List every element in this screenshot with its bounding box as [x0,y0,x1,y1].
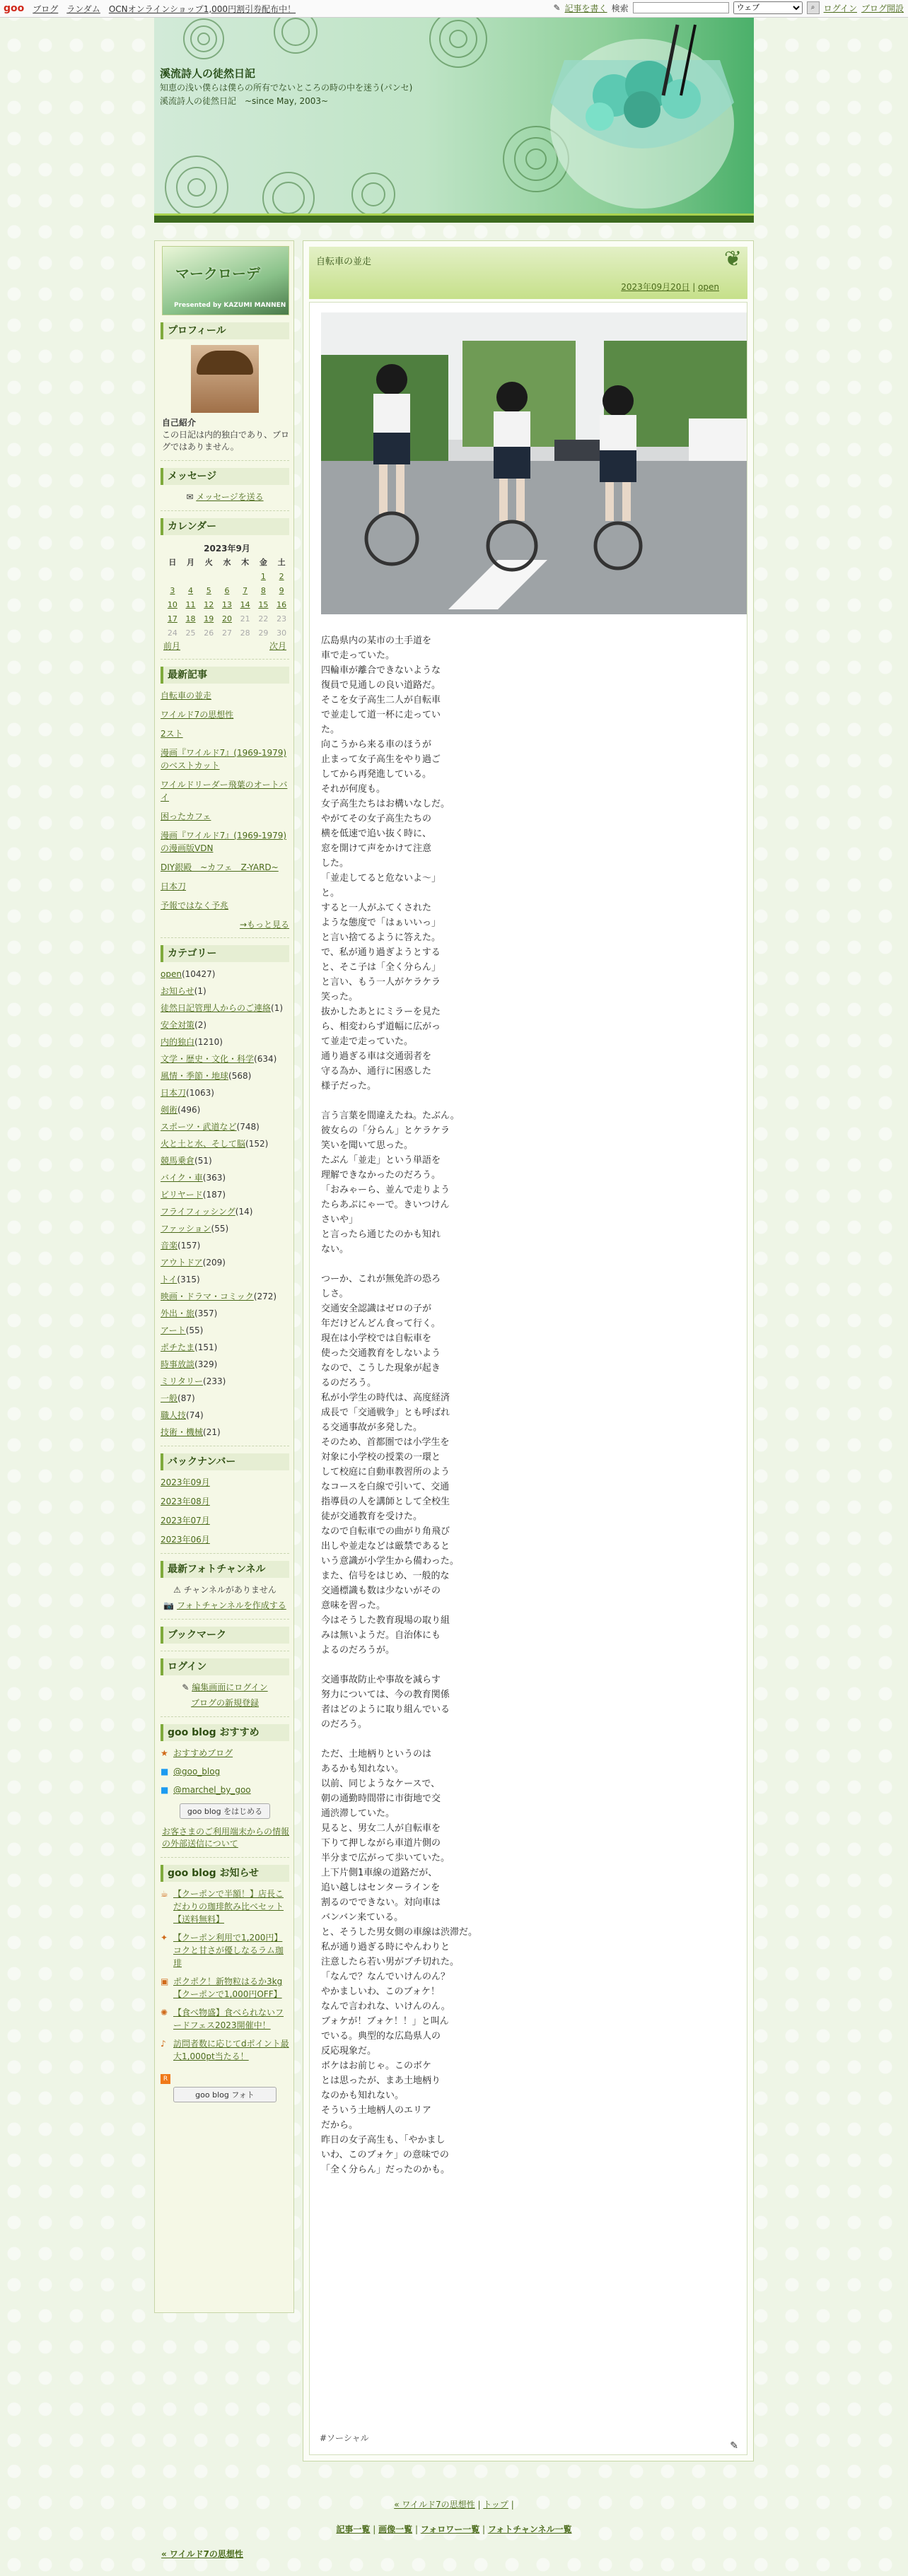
prev-post-link[interactable]: « ワイルド7の思想性 [394,2500,475,2510]
category-item [161,1409,289,1422]
search-scope-select[interactable] [733,1,803,14]
cal-day: 25 [185,628,196,638]
category-item [161,1307,289,1320]
category-count: (21) [203,1427,221,1437]
photo-channel-heading: 最新フォトチャンネル [161,1561,289,1578]
sidebar-logo-title: マークローデ [175,265,260,282]
cal-day[interactable]: 14 [240,599,250,609]
category-count: (187) [202,1190,226,1200]
recent-more-link[interactable]: →もっと見る [239,920,289,930]
category-count: (496) [177,1105,201,1115]
category-count: (329) [194,1359,218,1369]
search-input[interactable] [633,2,729,13]
post-tag[interactable]: #ソーシャル [320,2433,369,2443]
category-count: (748) [236,1122,260,1132]
calendar-caption: 2023年9月 [204,543,250,554]
weekday-thu: 木 [241,558,250,567]
cal-day[interactable]: 10 [167,599,177,609]
bottom-prev-post-link[interactable]: « ワイルド7の思想性 [161,2549,243,2559]
twitter-link-marchel[interactable]: @marchel_by_goo [173,1785,251,1795]
search-label: 検索 [611,3,629,13]
category-count: (151) [194,1342,218,1352]
news-box [161,1865,289,2102]
cal-day[interactable]: 17 [167,614,177,623]
pencil-icon: ✎ [553,3,561,13]
photo-channel-box [161,1561,289,1620]
category-count: (357) [194,1309,218,1318]
category-count: (209) [202,1258,226,1267]
category-link[interactable]: ビリヤード [161,1190,203,1200]
post-photo[interactable] [321,312,747,614]
recent-post-link[interactable]: ワイルド7の思想性 [161,710,234,720]
main-content [303,240,754,2461]
category-link[interactable]: お知らせ [161,986,194,996]
edit-login-link[interactable]: 編集画面にログイン [192,1682,268,1692]
category-item [161,1222,289,1235]
write-post-link[interactable]: 記事を書く [564,3,607,13]
footer-link-photo-channels[interactable]: フォトチャンネル一覧 [487,2524,572,2534]
pencil-icon: ✎ [182,1682,190,1692]
recent-post-link[interactable]: 2スト [161,729,183,739]
cal-day: 21 [240,614,250,623]
news-link[interactable]: 【クーポンで半額！】店長こだわりの珈琲飲み比べセット【送料無料】 [173,1889,284,1924]
category-count: (1063) [186,1088,214,1098]
category-count: (1) [271,1003,284,1013]
post-header [309,247,747,299]
cal-day: 22 [258,614,269,623]
category-link[interactable]: 一般 [161,1393,178,1403]
category-link[interactable]: 日本刀 [161,1088,187,1098]
category-link[interactable]: 徒然日記管理人からのご連絡 [161,1003,272,1013]
no-channel-text: チャンネルがありません [183,1585,277,1595]
recent-post-link[interactable]: 困ったカフェ [161,812,211,821]
news-link[interactable]: 【クーポン利用で1,200円】コクと甘さが優しなるラム珈琲 [173,1933,284,1968]
leaf-icon: ❦ [723,247,742,271]
category-count: (363) [202,1173,226,1183]
category-count: (1210) [194,1037,223,1047]
category-link[interactable]: ファッション [161,1224,211,1234]
category-count: (87) [177,1393,195,1403]
category-count: (14) [235,1207,253,1217]
category-count: (233) [203,1376,226,1386]
news-link[interactable]: 【食べ物盛】食べられないフードフェス2023開催中！ [173,2008,284,2030]
category-link[interactable]: 風情・季節・地球 [161,1071,229,1081]
category-item [161,1392,289,1405]
sidebar [154,240,294,2313]
cal-day[interactable]: 2 [279,571,284,581]
rss-icon[interactable]: R [161,2074,170,2084]
post-date-link[interactable]: 2023年09月20日 [621,282,690,292]
category-count: (55) [211,1224,229,1234]
category-link[interactable]: アート [161,1325,186,1335]
recent-post-link[interactable]: 予報ではなく予兆 [161,901,229,911]
recent-post-link[interactable]: 日本刀 [161,882,187,891]
recent-post-link[interactable]: ワイルドリーダー飛葉のオートバイ [161,780,288,802]
message-heading: メッセージ [161,468,289,485]
cal-day: 27 [221,628,232,638]
goo-logo[interactable]: goo [4,3,25,14]
category-link[interactable]: 内的独白 [161,1037,195,1047]
news-link[interactable]: ポクポク！新物粒はるか3kg【クーポンで1,000円OFF】 [173,1977,283,1999]
category-item [161,1087,289,1099]
backnumber-link[interactable]: 2023年09月 [161,1477,210,1487]
category-item [161,1154,289,1167]
category-link[interactable]: トイ [161,1275,177,1284]
post-text: 広島県内の某市の土手道を 車で走っていた。 四輪車が離合できないような 復員で見通しの良い道路だ。 そこを女子高生二人が自転車 で並走して道一杯に走ってい た。 向こうから来る車のほうが 止まって女子高生をやり過ご してから再発進している。 それが何度も。 女子高生たちはお構いなしだ。 やがてその女子高生たちの 横を低速で追い抜く時に、 窓を開けて声をかけて注意 した。 「並走してると危ないよ〜」 と。 すると一人がふてくされた ような態度で「はぁいいっ」 と言い捨てるように答えた。 で、私が通り過ぎようとする と、そこ子は「全く分らん」 と言い、もう一人がケラケラ 笑った。 抜かしたあとにミラーを見た ら、相変わらず道幅に広がっ て並走で走っていた。 通り過ぎる車は交通弱者を 守る為か、通行に困惑した 様子だった。 言う言葉を間違えたね。たぶん。 彼女らの「分らん」とケラケラ 笑いを聞いて思った。 たぶん「並走」という単語を 理解できなかったのだろう。 「おみゃーら、並んで走りよう たらあぶにゃーで。きいつけん さいや」 と言ったら通じたのかも知れ ない。 つーか、これが無免許の恐ろ しさ。 交通安全認識はゼロの子が 年だけどんどん食って行く。 現在は小学校では自転車を 使った交通教育をしないよう なので、こうした現象が起き るのだろう。 私が小学生の時代は、高度経済 成長で「交通戦争」とも呼ばれ る交通事故が多発した。 そのため、首都圏では小学生を 対象に小学校の授業の一環と して校庭に自動車教習所のよう なコースを白線で引いて、交通 指導員の人を講師として全校生 徒が交通教育を受けた。 なので自転車での曲がり角飛び 出しや並走などは厳禁であると いう意識が小学生から備わった。 また、信号をはじめ、一般的な 交通標識も数は少ないがその 意味を習った。 今はそうした教育現場の取り組 みは無いようだ。自治体にも よるのだろうが。 交通事故防止や事故を減らす 努力については、今の教育関係 者はどのように取り組んでいる のだろう。 ただ、土地柄りというのは あるかも知れない。 以前、同じようなケースで、 朝の通勤時間帯に市街地で交 通渋滞していた。 見ると、男女二人が自転車を 下りて押しながら車道片側の 半分まで広がって歩いていた。 上下片側1車線の道路だが、 追い越しはセンターラインを 割るのでできない。対向車は バンバン来ている。 と、そうした男女側の車線は渋滞だ。 私が通り過ぎる時にやんわりと 注意したら若い男がブチ切れた。 「なんで？なんでいけんのん？ やかましいわ、このブォケ！ なんで言われな、いけんのん。 ブォケが！ブォケ！！」と叫ん でいる。典型的な広島県人の 反応現象だ。 ボケはお前じゃ。このボケ とは思ったが、まあ土地柄り なのかも知れない。 そういう土地柄人のエリア だから。 昨日の女子高生も、「やかまし いわ、このブォケ」の意味での 「全く分らん」だったのかも。 [321,636,478,2175]
backnumber-link[interactable]: 2023年08月 [161,1497,210,1506]
footer: « ワイルド7の思想性 | トップ | 記事一覧 | 画像一覧 | フォロワー一覧 | フォトチャンネル一覧 « ワイルド7の思想性 [161,2500,572,2559]
envelope-icon: ✉ [186,492,194,502]
category-link[interactable]: スポーツ・武道など [161,1122,237,1132]
category-count: (272) [253,1292,277,1301]
cal-day[interactable]: 15 [258,599,269,609]
category-item [161,1002,289,1014]
login-box [161,1658,289,1717]
cal-day[interactable]: 13 [221,599,232,609]
weekday-sun: 日 [168,558,177,567]
music-icon: ♪ [161,2039,166,2049]
goo-blog-photo-button[interactable]: goo blog フォト [173,2087,277,2102]
profile-intro-title: 自己紹介 [162,418,197,428]
bulb-icon: ✦ [161,1933,168,1943]
cal-day[interactable]: 19 [204,614,214,623]
category-link[interactable]: 時事放談 [161,1359,195,1369]
category-item [161,1358,289,1371]
category-count: (10427) [181,969,216,979]
category-item [161,985,289,997]
category-item [161,1239,289,1252]
warning-icon: ⚠ [173,1585,181,1595]
category-item [161,1070,289,1082]
category-link[interactable]: ポチたま [161,1342,195,1352]
topbar-link-random[interactable]: ランダム [66,4,100,14]
calendar-prev-link[interactable]: 前月 [163,641,181,651]
recent-post-link[interactable]: 漫画『ワイルド7』(1969-1979)のベストカット [161,748,287,771]
cal-day: 24 [167,628,177,638]
top-link[interactable]: トップ [483,2500,508,2510]
category-item [161,1426,289,1439]
calendar-box [161,518,289,660]
recent-post-link[interactable]: 漫画『ワイルド7』(1969-1979)の漫画版VDN [161,831,287,853]
create-channel-link[interactable]: フォトチャンネルを作成する [177,1600,286,1610]
weekday-mon: 月 [187,558,195,567]
message-box [161,468,289,511]
cal-day[interactable]: 5 [206,585,211,595]
category-link[interactable]: ミリタリー [161,1376,204,1386]
category-link[interactable]: 安全対策 [161,1020,195,1030]
category-item [161,1273,289,1286]
search-button[interactable]: ⌕ [807,1,820,14]
cal-day[interactable]: 12 [204,599,214,609]
sidebar-logo [162,246,289,315]
topbar-link-blog[interactable]: ブログ [33,4,59,14]
category-link[interactable]: 剣術 [161,1105,178,1115]
blog-description: 知恵の浅い僕らは僕らの所有でないところの時の中を迷う(パンセ) 溪流詩人の徒然日記 ~since May, 2003~ [160,83,421,106]
category-count: (152) [245,1139,269,1149]
weekday-sat: 土 [277,558,286,567]
cal-day[interactable]: 4 [188,585,194,595]
calendar-heading: カレンダー [161,518,289,535]
cal-day: 29 [258,628,269,638]
post-photo-image [321,312,747,614]
header-art-image [154,18,754,223]
food-icon: ✺ [161,2008,168,2018]
recent-posts-box [161,667,289,938]
categories-box [161,945,289,1446]
camera-icon: 📷 [163,1600,175,1610]
recommend-heading: goo blog おすすめ [161,1724,289,1741]
category-count: (634) [254,1054,277,1064]
cal-day: 23 [277,614,287,623]
category-count: (51) [194,1156,212,1166]
sidebar-logo-sub: Presented by KAZUMI MANNEN [174,302,286,309]
backnumber-link[interactable]: 2023年06月 [161,1535,210,1545]
backnumber-link[interactable]: 2023年07月 [161,1516,210,1526]
post-category-link[interactable]: open [698,282,719,292]
category-item [161,1188,289,1201]
recommend-blog-link[interactable]: おすすめブログ [173,1748,233,1758]
category-list [161,968,289,1439]
category-item [161,1290,289,1303]
category-item [161,1341,289,1354]
login-heading: ログイン [161,1658,289,1675]
backnumber-heading: バックナンバー [161,1453,289,1470]
recent-post-link[interactable]: DIY銀殿 ~カフェ Z-YARD~ [161,862,279,872]
login-link[interactable]: ログイン [823,3,857,13]
category-count: (1) [194,986,206,996]
category-item [161,1375,289,1388]
footer-link-followers[interactable]: フォロワー一覧 [420,2524,480,2534]
box-icon: ▣ [161,1977,169,1986]
topbar-link-ocn[interactable]: OCNオンラインショップ1,000円割引券配布中！ [108,4,296,14]
recommend-box [161,1724,289,1858]
profile-box [161,322,289,461]
category-count: (568) [228,1071,252,1081]
category-count: (2) [194,1020,207,1030]
header-band-dark [154,216,754,223]
avatar [191,345,259,413]
weekday-wed: 水 [223,558,231,567]
category-item [161,1137,289,1150]
category-count: (315) [177,1275,200,1284]
register-blog-link[interactable]: ブログの新規登録 [190,1698,259,1708]
blog-title[interactable]: 溪流詩人の徒然日記 [160,67,256,80]
category-item [161,1324,289,1337]
category-item [161,1120,289,1133]
category-link[interactable]: open [161,969,182,979]
post-body [309,302,747,2455]
category-link[interactable]: フライフィッシング [161,1207,235,1217]
open-blog-link[interactable]: ブログ開設 [861,3,904,13]
star-icon: ★ [161,1748,168,1758]
recent-heading: 最新記事 [161,667,289,684]
category-link[interactable]: 映画・ドラマ・コミック [161,1292,254,1301]
category-link[interactable]: 技術・機械 [161,1427,204,1437]
post-title[interactable]: 自転車の並走 [316,257,372,267]
goo-top-bar [0,0,908,18]
category-count: (157) [177,1241,201,1251]
weekday-tue: 火 [204,558,213,567]
category-count: (55) [185,1325,204,1335]
category-item [161,1019,289,1031]
cal-day[interactable]: 8 [260,585,266,595]
start-goo-blog-button[interactable]: goo blog をはじめる [180,1803,270,1819]
external-info-notice-link[interactable]: お客さまのご利用端末からの情報の外部送信について [162,1827,290,1849]
twitter-link-goo-blog[interactable]: @goo_blog [173,1767,221,1776]
category-link[interactable]: 文学・歴史・文化・科学 [161,1054,255,1064]
news-heading: goo blog お知らせ [161,1865,289,1882]
cal-day[interactable]: 3 [170,585,175,595]
cal-day[interactable]: 6 [224,585,230,595]
footer-link-posts[interactable]: 記事一覧 [336,2524,371,2534]
calendar-table [163,541,291,640]
cal-day[interactable]: 20 [221,614,232,623]
category-item [161,1256,289,1269]
calendar-next-link[interactable]: 次月 [269,641,286,651]
cal-day[interactable]: 16 [277,599,287,609]
cal-day: 28 [240,628,250,638]
twitter-icon: ■ [161,1785,169,1795]
category-item [161,1036,289,1048]
category-link[interactable]: 火と土と水、そして脳 [161,1139,246,1149]
bookmark-box [161,1627,289,1651]
cal-day[interactable]: 11 [185,599,196,609]
edit-pencil-icon[interactable]: ✎ [730,2440,738,2452]
category-link[interactable]: 競馬乗倉 [161,1156,195,1166]
category-link[interactable]: バイク・車 [161,1173,203,1183]
category-item [161,1053,289,1065]
category-count: (74) [186,1410,204,1420]
category-item [161,1205,289,1218]
category-item [161,1103,289,1116]
blog-header [154,18,754,223]
cal-day[interactable]: 1 [260,571,266,581]
profile-intro-text: この日記は内的独白であり、ブログではありません。 [162,430,290,452]
profile-heading: プロフィール [161,322,289,339]
cal-day[interactable]: 18 [185,614,196,623]
category-link[interactable]: 職人技 [161,1410,187,1420]
twitter-icon: ■ [161,1767,169,1776]
send-message-link[interactable]: メッセージを送る [196,492,264,502]
category-item [161,1171,289,1184]
category-item [161,968,289,980]
weekday-fri: 金 [259,558,267,567]
backnumber-box [161,1453,289,1554]
bookmark-heading: ブックマーク [161,1627,289,1644]
news-link[interactable]: 訪問者数に応じてdポイント最大1,000pt当たる！ [173,2039,289,2061]
category-link[interactable]: 音楽 [161,1241,178,1251]
avatar-hat [197,351,253,375]
recent-post-link[interactable]: 自転車の並走 [161,691,212,701]
category-link[interactable]: アウトドア [161,1258,203,1267]
categories-heading: カテゴリー [161,945,289,962]
coffee-icon: ☕ [161,1889,168,1899]
post-meta: 2023年09月20日 | open [621,282,719,292]
cal-day: 30 [277,628,287,638]
cal-day: 26 [204,628,214,638]
cal-day[interactable]: 9 [279,585,284,595]
footer-link-images[interactable]: 画像一覧 [378,2524,413,2534]
topbar-right [553,1,904,14]
cal-day[interactable]: 7 [243,585,248,595]
category-link[interactable]: 外出・旅 [161,1309,195,1318]
